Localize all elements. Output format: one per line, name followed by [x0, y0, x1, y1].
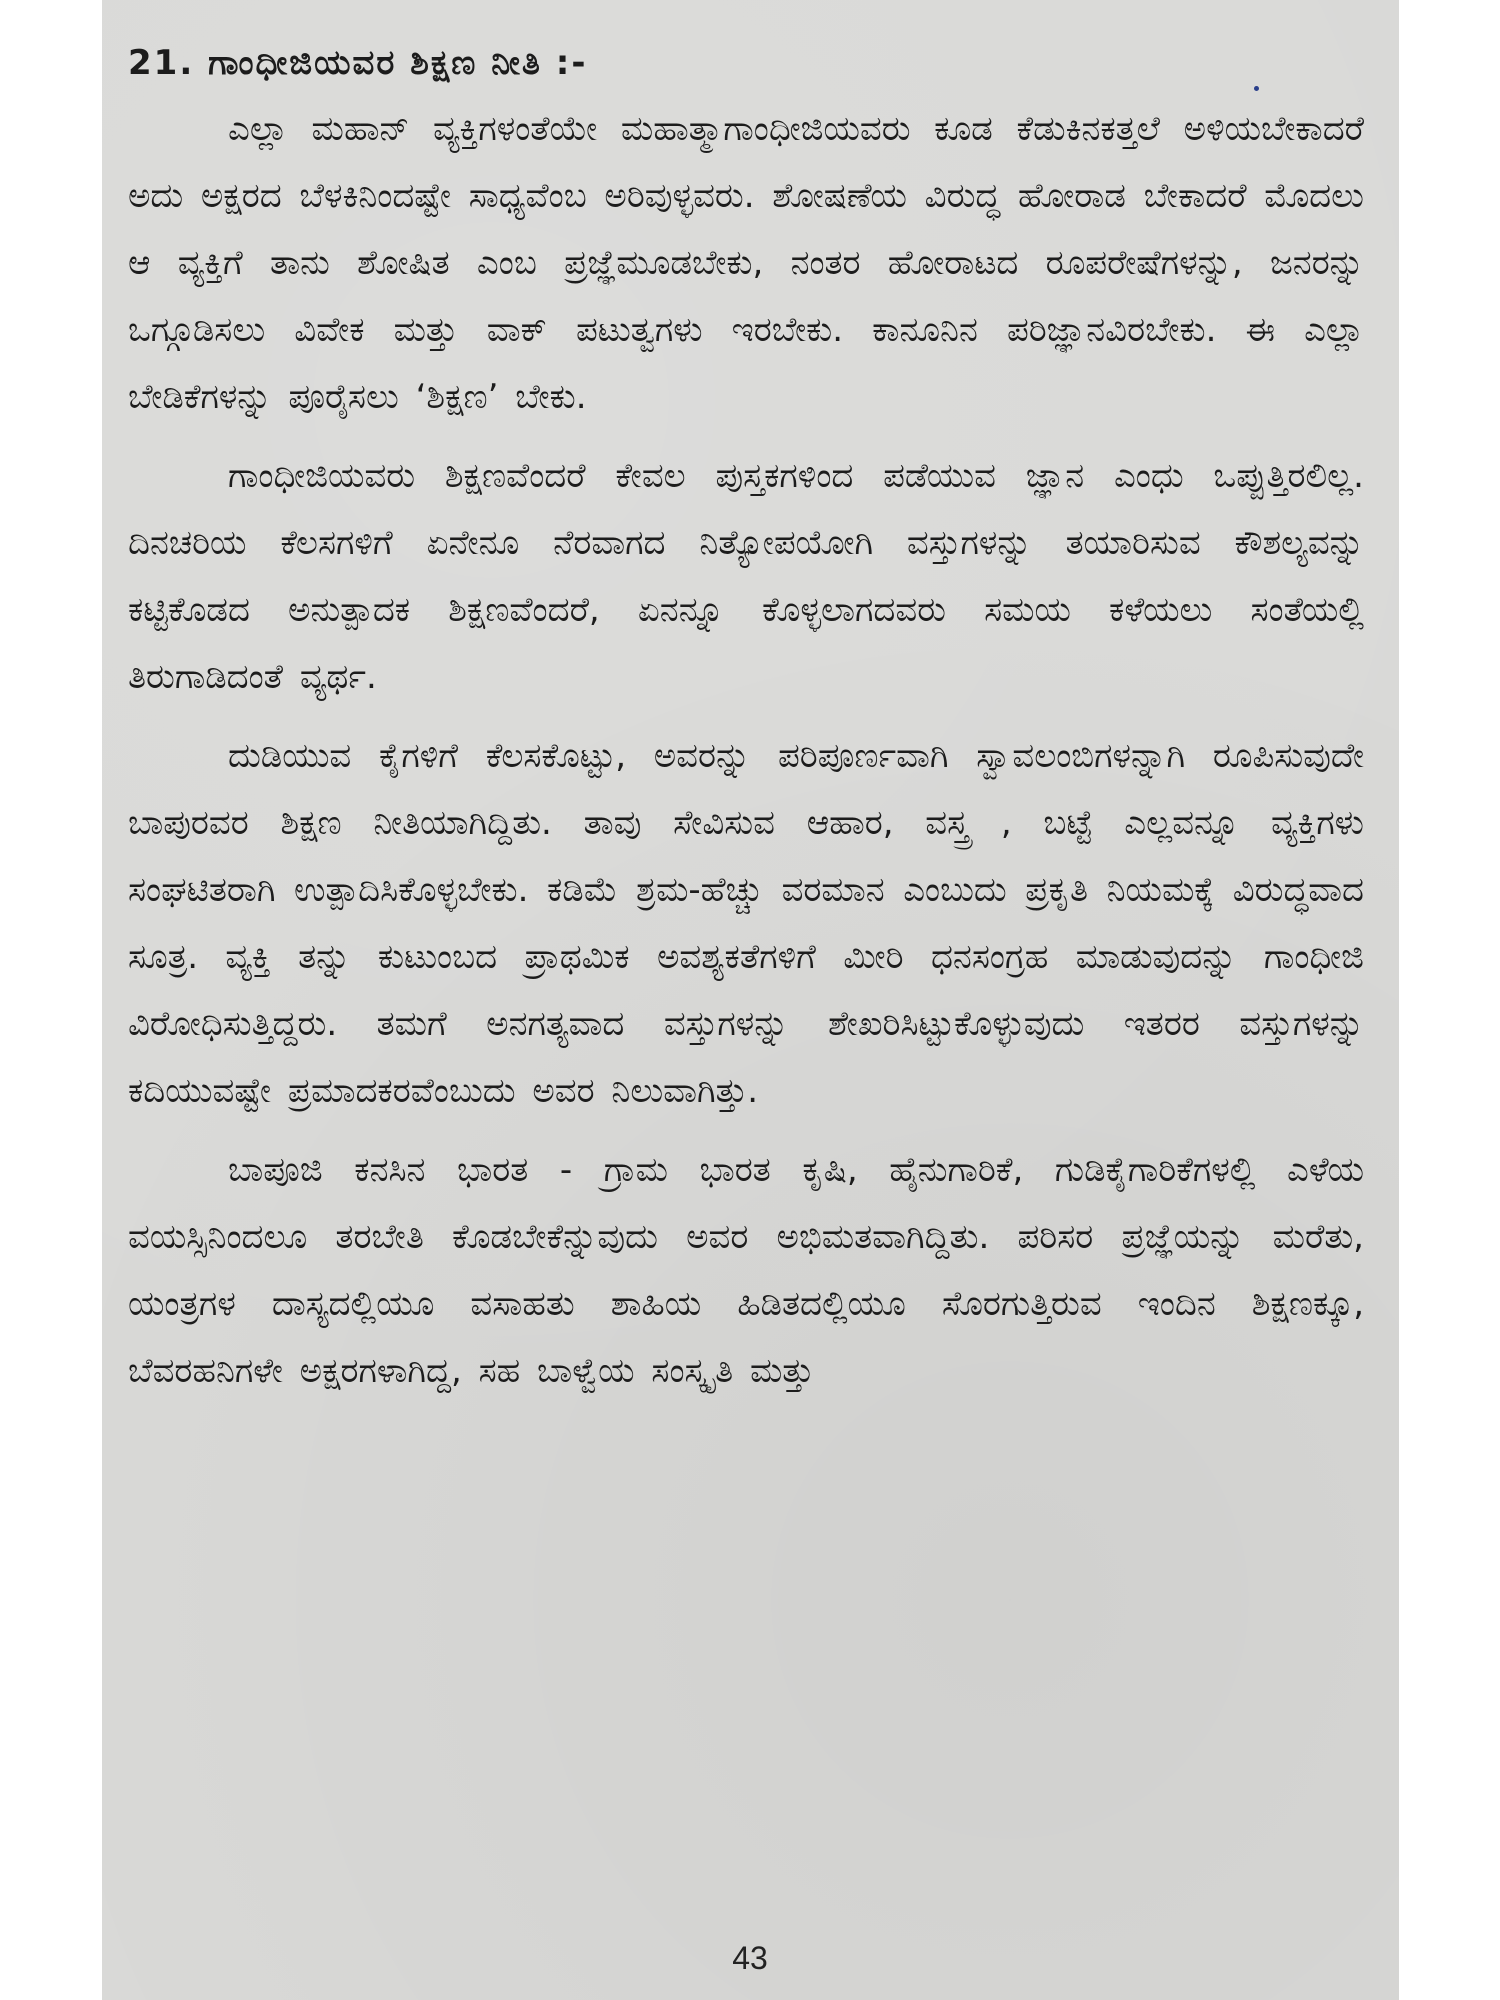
section-heading: 21. ಗಾಂಧೀಜಿಯವರ ಶಿಕ್ಷಣ ನೀತಿ :- — [128, 43, 588, 83]
page-content — [128, 34, 1364, 1417]
paragraph-2: ಗಾಂಧೀಜಿಯವರು ಶಿಕ್ಷಣವೆಂದರೆ ಕೇವಲ ಪುಸ್ತಕಗಳಿಂದ ಪಡೆಯುವ ಜ್ಞಾನ ಎಂಧು ಒಪ್ಪುತ್ತಿರಲಿಲ್ಲ. ದಿನಚರಿಯ ಕೆಲಸಗಳಿಗೆ ಏನೇನೂ ನೆರವಾಗದ ನಿತ್ಯೋಪಯೋಗಿ ವಸ್ತುಗಳನ್ನು ತಯಾರಿಸುವ ಕೌಶಲ್ಯವನ್ನು ಕಟ್ಟಿಕೊಡದ ಅನುತ್ಪಾದಕ ಶಿಕ್ಷಣವೆಂದರೆ, ಏನನ್ನೂ ಕೊಳ್ಳಲಾಗದವರು ಸಮಯ ಕಳೆಯಲು ಸಂತೆಯಲ್ಲಿ ತಿರುಗಾಡಿದಂತೆ ವ್ಯರ್ಥ. — [128, 456, 1364, 697]
paragraph-4: ಬಾಪೂಜಿ ಕನಸಿನ ಭಾರತ - ಗ್ರಾಮ ಭಾರತ ಕೃಷಿ, ಹೈನುಗಾರಿಕೆ, ಗುಡಿಕೈಗಾರಿಕೆಗಳಲ್ಲಿ ಎಳೆಯ ವಯಸ್ಸಿನಿಂದಲೂ ತರಬೇತಿ ಕೊಡಬೇಕೆನ್ನುವುದು ಅವರ ಅಭಿಮತವಾಗಿದ್ದಿತು. ಪರಿಸರ ಪ್ರಜ್ಞೆಯನ್ನು ಮರೆತು, ಯಂತ್ರಗಳ ದಾಸ್ಯದಲ್ಲಿಯೂ ವಸಾಹತು ಶಾಹಿಯ ಹಿಡಿತದಲ್ಲಿಯೂ ಸೊರಗುತ್ತಿರುವ ಇಂದಿನ ಶಿಕ್ಷಣಕ್ಕೂ, ಬೆವರಹನಿಗಳೇ ಅಕ್ಷರಗಳಾಗಿದ್ದ, ಸಹ ಬಾಳ್ವೆಯ ಸಂಸ್ಕೃತಿ ಮತ್ತು — [128, 1150, 1364, 1391]
paragraph-1: ಎಲ್ಲಾ ಮಹಾನ್ ವ್ಯಕ್ತಿಗಳಂತೆಯೇ ಮಹಾತ್ಮಾಗಾಂಧೀಜಿಯವರು ಕೂಡ ಕೆಡುಕಿನಕತ್ತಲೆ ಅಳಿಯಬೇಕಾದರೆ ಅದು ಅಕ್ಷರದ ಬೆಳಕಿನಿಂದಷ್ಟೇ ಸಾಧ್ಯವೆಂಬ ಅರಿವುಳ್ಳವರು. ಶೋಷಣೆಯ ವಿರುದ್ಧ ಹೋರಾಡ ಬೇಕಾದರೆ ಮೊದಲು ಆ ವ್ಯಕ್ತಿಗೆ ತಾನು ಶೋಷಿತ ಎಂಬ ಪ್ರಜ್ಞೆಮೂಡಬೇಕು, ನಂತರ ಹೋರಾಟದ ರೂಪರೇಷೆಗಳನ್ನು, ಜನರನ್ನು ಒಗ್ಗೂಡಿಸಲು ವಿವೇಕ ಮತ್ತು ವಾಕ್ ಪಟುತ್ವಗಳು ಇರಬೇಕು. ಕಾನೂನಿನ ಪರಿಜ್ಞಾನವಿರಬೇಕು. ಈ ಎಲ್ಲಾ ಬೇಡಿಕೆಗಳನ್ನು ಪೂರೈಸಲು ‘ಶಿಕ್ಷಣ’ ಬೇಕು. — [128, 109, 1364, 417]
paragraph-3: ದುಡಿಯುವ ಕೈಗಳಿಗೆ ಕೆಲಸಕೊಟ್ಟು, ಅವರನ್ನು ಪರಿಪೂರ್ಣವಾಗಿ ಸ್ವಾವಲಂಬಿಗಳನ್ನಾಗಿ ರೂಪಿಸುವುದೇ ಬಾಪುರವರ ಶಿಕ್ಷಣ ನೀತಿಯಾಗಿದ್ದಿತು. ತಾವು ಸೇವಿಸುವ ಆಹಾರ, ವಸ್ತ್ರ , ಬಟ್ಟೆ ಎಲ್ಲವನ್ನೂ ವ್ಯಕ್ತಿಗಳು ಸಂಘಟಿತರಾಗಿ ಉತ್ಪಾದಿಸಿಕೊಳ್ಳಬೇಕು. ಕಡಿಮೆ ಶ್ರಮ-ಹೆಚ್ಚು ವರಮಾನ ಎಂಬುದು ಪ್ರಕೃತಿ ನಿಯಮಕ್ಕೆ ವಿರುದ್ಧವಾದ ಸೂತ್ರ. ವ್ಯಕ್ತಿ ತನ್ನು ಕುಟುಂಬದ ಪ್ರಾಥಮಿಕ ಅವಶ್ಯಕತೆಗಳಿಗೆ ಮೀರಿ ಧನಸಂಗ್ರಹ ಮಾಡುವುದನ್ನು ಗಾಂಧೀಜಿ ವಿರೋಧಿಸುತ್ತಿದ್ದರು. ತಮಗೆ ಅನಗತ್ಯವಾದ ವಸ್ತುಗಳನ್ನು ಶೇಖರಿಸಿಟ್ಟುಕೊಳ್ಳುವುದು ಇತರರ ವಸ್ತುಗಳನ್ನು ಕದಿಯುವಷ್ಟೇ ಪ್ರಮಾದಕರವೆಂಬುದು ಅವರ ನಿಲುವಾಗಿತ್ತು. — [128, 736, 1364, 1111]
page-number: 43 — [732, 1940, 768, 1976]
